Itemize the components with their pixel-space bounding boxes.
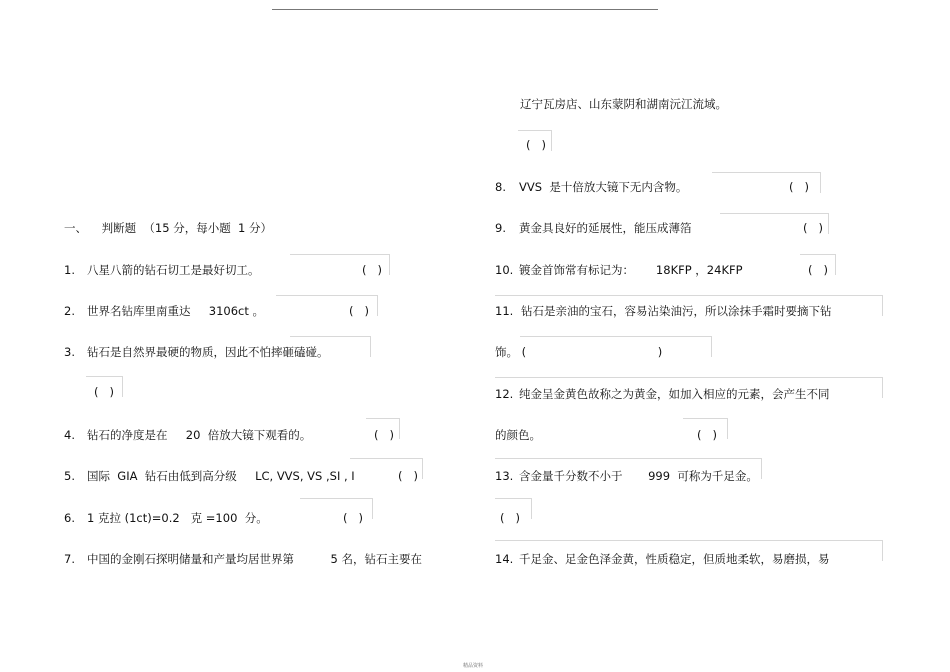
answer-bracket: ( ): [789, 180, 809, 194]
answer-bracket: ( ): [343, 511, 363, 525]
question-number: 14.: [495, 552, 514, 566]
answer-bracket: ( ): [94, 385, 114, 399]
question-text: 八星八箭的钻石切工是最好切工。: [87, 263, 260, 277]
question-text: 钻石是自然界最硬的物质，因此不怕摔砸磕碰。: [87, 345, 329, 359]
top-rule: [272, 9, 658, 10]
answer-bracket: ( ): [349, 304, 369, 318]
question-number: 4.: [64, 428, 75, 442]
question-number: 12.: [495, 387, 514, 401]
question-text: 含金量千分数不小于 999 可称为千足金。: [519, 469, 758, 483]
question-number: 5.: [64, 469, 75, 483]
answer-bracket: ( ): [808, 263, 828, 277]
section-title: 一、 判断题 （15 分，每小题 1 分）: [64, 221, 273, 235]
answer-bracket: ( ): [374, 428, 394, 442]
question-text: 千足金、足金色泽金黄，性质稳定，但质地柔软，易磨损，易: [519, 552, 830, 566]
question-text: 1 克拉 (1ct)=0.2 克 =100 分。: [87, 511, 268, 525]
question-text-continued: 的颜色。: [495, 428, 541, 442]
answer-bracket: ( ): [398, 469, 418, 483]
answer-bracket: ( ): [500, 511, 520, 525]
question-number: 7.: [64, 552, 75, 566]
question-text: 钻石是亲油的宝石，容易沾染油污，所以涂抹手霜时要摘下钻: [521, 304, 832, 318]
question-text: 中国的金刚石探明储量和产量均居世界第 5 名，钻石主要在: [87, 552, 423, 566]
question-number: 6.: [64, 511, 75, 525]
question-number: 13.: [495, 469, 514, 483]
question-text: 国际 GIA 钻石由低到高分级 LC, VVS, VS ,SI , I: [87, 469, 355, 483]
question-number: 1.: [64, 263, 75, 277]
question-text: 世界名钻库里南重达 3106ct 。: [87, 304, 265, 318]
answer-bracket: ( ): [526, 138, 546, 152]
question-number: 8.: [495, 180, 506, 194]
question-text: 辽宁瓦房店、山东蒙阴和湖南沅江流域。: [520, 97, 727, 111]
question-number: 9.: [495, 221, 506, 235]
question-number: 10.: [495, 263, 514, 277]
question-text: VVS 是十倍放大镜下无内含物。: [519, 180, 688, 194]
question-number: 3.: [64, 345, 75, 359]
question-text: 镀金首饰常有标记为： 18KFP ，24KFP: [519, 263, 743, 277]
question-text: 黄金具良好的延展性，能压成薄箔: [519, 221, 692, 235]
question-text: 纯金呈金黄色故称之为黄金，如加入相应的元素，会产生不同: [519, 387, 830, 401]
question-text-continued: 饰。 ( ): [495, 345, 663, 359]
question-number: 2.: [64, 304, 75, 318]
answer-bracket: ( ): [697, 428, 717, 442]
page-footer: 精品资料: [463, 663, 484, 669]
question-number: 11.: [495, 304, 514, 318]
answer-bracket: ( ): [362, 263, 382, 277]
question-text: 钻石的净度是在 20 倍放大镜下观看的。: [87, 428, 312, 442]
answer-bracket: ( ): [803, 221, 823, 235]
